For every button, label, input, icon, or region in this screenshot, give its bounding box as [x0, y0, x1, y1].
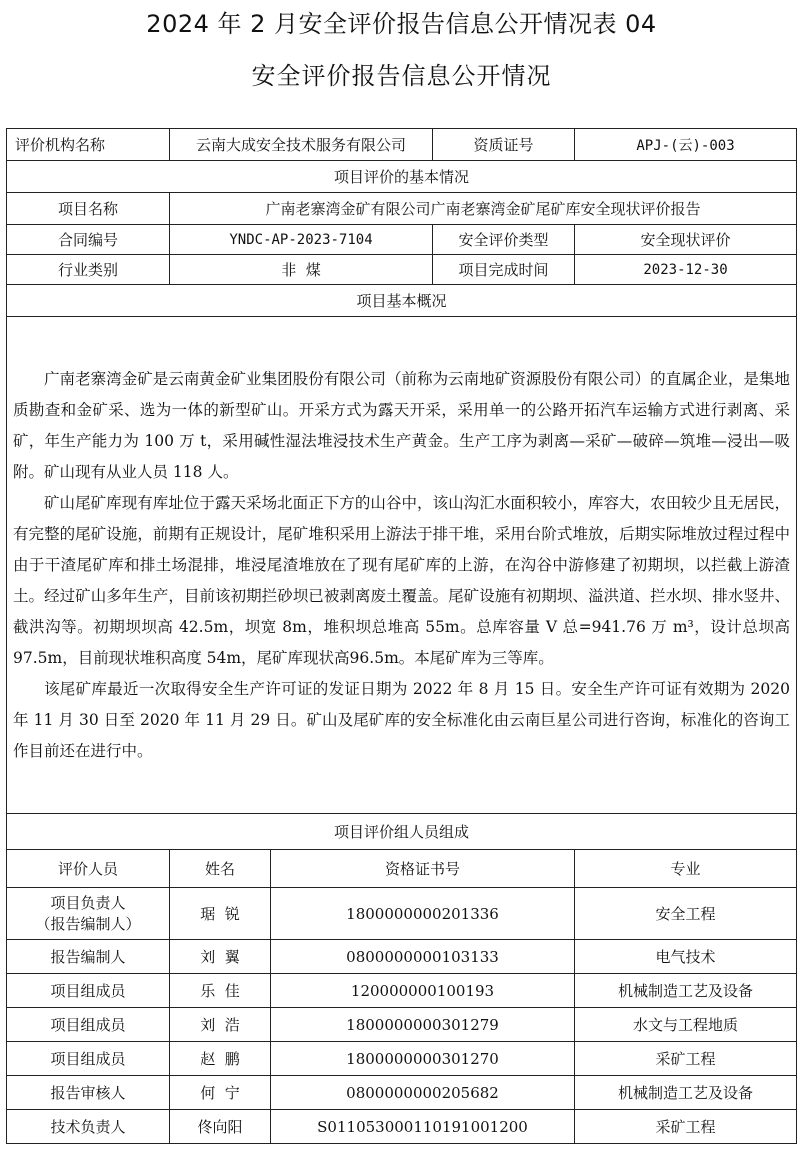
- team-name: 刘 浩: [170, 1008, 271, 1042]
- team-role: 报告审核人: [7, 1076, 170, 1110]
- team-row: [7, 1008, 797, 1042]
- team-row: [7, 1076, 797, 1110]
- team-name: 琚 锐: [170, 888, 271, 940]
- document-title: 2024 年 2 月安全评价报告信息公开情况表 04: [146, 10, 657, 38]
- team-role: 技术负责人: [7, 1110, 170, 1144]
- overview-section-title: 项目基本概况: [7, 285, 797, 317]
- team-name: 何 宁: [170, 1076, 271, 1110]
- org-value: 云南大成安全技术服务有限公司: [170, 129, 433, 161]
- team-cert: 1800000000201336: [271, 888, 575, 940]
- team-cert: 0800000000205682: [271, 1076, 575, 1110]
- team-major: 采矿工程: [575, 1042, 797, 1076]
- team-header-name: 姓名: [170, 850, 271, 888]
- team-name: 佟向阳: [170, 1110, 271, 1144]
- team-cert: 0800000000103133: [271, 940, 575, 974]
- team-row: [7, 940, 797, 974]
- eval-type-label: 安全评价类型: [433, 225, 575, 255]
- contract-row: [7, 225, 797, 255]
- org-row: [7, 129, 797, 161]
- team-cert: 1800000000301279: [271, 1008, 575, 1042]
- industry-value: [170, 255, 433, 285]
- team-role: 项目组成员: [7, 1008, 170, 1042]
- team-role: 项目组成员: [7, 1042, 170, 1076]
- team-header-cert: 资格证书号: [271, 850, 575, 888]
- team-name: 赵 鹏: [170, 1042, 271, 1076]
- team-major: 采矿工程: [575, 1110, 797, 1144]
- completion-value: 2023-12-30: [575, 255, 797, 285]
- project-name-label: 项目名称: [7, 193, 170, 225]
- contract-label: 合同编号: [7, 225, 170, 255]
- cert-label: 资质证号: [433, 129, 575, 161]
- team-name: 刘 翼: [170, 940, 271, 974]
- team-header-row: [7, 850, 797, 888]
- team-role: [7, 888, 170, 940]
- project-name-value: 广南老寨湾金矿有限公司广南老寨湾金矿尾矿库安全现状评价报告: [170, 193, 797, 225]
- project-name-row: [7, 193, 797, 225]
- team-name: 乐 佳: [170, 974, 271, 1008]
- overview-paragraph: 矿山尾矿库现有库址位于露天采场北面正下方的山谷中，该山沟汇水面积较小，库容大，农田较少且无居民，有完整的尾矿设施，前期有正规设计，尾矿堆积采用上游法于排干堆，采用台阶式堆放，后期实际堆放过程过程中由于干渣尾矿库和排土场混排，堆浸尾渣堆放在了现有尾矿库的上游，在沟谷中游修建了初期坝，以拦截上游渣土。经过矿山多年生产，目前该初期拦砂坝已被剥离废土覆盖。尾矿设施有初期坝、溢洪道、拦水坝、排水竖井、截洪沟等。初期坝坝高 42.5m，坝宽 8m，堆积坝总堆高 55m。总库容量 V 总=941.76 万 m³，设计总坝高 97.5m，目前现状堆积高度 54m，尾矿库现状高96.5m。本尾矿库为三等库。: [13, 493, 791, 667]
- industry-value-text: 非 煤: [281, 261, 321, 279]
- industry-row: [7, 255, 797, 285]
- org-label: 评价机构名称: [7, 129, 170, 161]
- team-section-title: 项目评价组人员组成: [7, 814, 797, 850]
- team-major: 机械制造工艺及设备: [575, 1076, 797, 1110]
- team-major: 安全工程: [575, 888, 797, 940]
- team-header-major: 专业: [575, 850, 797, 888]
- team-major: 电气技术: [575, 940, 797, 974]
- eval-type-value: 安全现状评价: [575, 225, 797, 255]
- team-cert: S011053000110191001200: [271, 1110, 575, 1144]
- team-role-line: （报告编制人）: [35, 914, 141, 933]
- completion-label: 项目完成时间: [433, 255, 575, 285]
- overview-paragraph: 广南老寨湾金矿是云南黄金矿业集团股份有限公司（前称为云南地矿资源股份有限公司）的直属企业，是集地质勘查和金矿采、选为一体的新型矿山。开采方式为露天开采，采用单一的公路开拓汽车运输方式进行剥离、采矿，年生产能力为 100 万 t，采用碱性湿法堆浸技术生产黄金。生产工序为剥离—采矿—破碎—筑堆—浸出—吸附。矿山现有从业人员 118 人。: [13, 369, 791, 481]
- team-row: [7, 1110, 797, 1144]
- overview-paragraph: 该尾矿库最近一次取得安全生产许可证的发证日期为 2022 年 8 月 15 日。安全生产许可证有效期为 2020 年 11 月 30 日至 2020 年 11 月 29 日。矿山及尾矿库的安全标准化由云南巨星公司进行咨询，标准化的咨询工作目前还在进行中。: [13, 679, 791, 760]
- team-cert: 120000000100193: [271, 974, 575, 1008]
- team-role-line: 项目负责人: [50, 893, 126, 912]
- contract-value: YNDC-AP-2023-7104: [170, 225, 433, 255]
- disclosure-table: [6, 128, 797, 1144]
- team-header-role: 评价人员: [7, 850, 170, 888]
- team-row: [7, 1042, 797, 1076]
- document-subtitle: 安全评价报告信息公开情况: [251, 62, 552, 90]
- team-major: 机械制造工艺及设备: [575, 974, 797, 1008]
- overview-body: [7, 317, 797, 814]
- team-row: [7, 888, 797, 940]
- team-role: 项目组成员: [7, 974, 170, 1008]
- team-major: 水文与工程地质: [575, 1008, 797, 1042]
- team-role: 报告编制人: [7, 940, 170, 974]
- industry-label: 行业类别: [7, 255, 170, 285]
- basic-section-title: 项目评价的基本情况: [7, 161, 797, 193]
- cert-value: APJ-(云)-003: [575, 129, 797, 161]
- team-cert: 1800000000301270: [271, 1042, 575, 1076]
- team-row: [7, 974, 797, 1008]
